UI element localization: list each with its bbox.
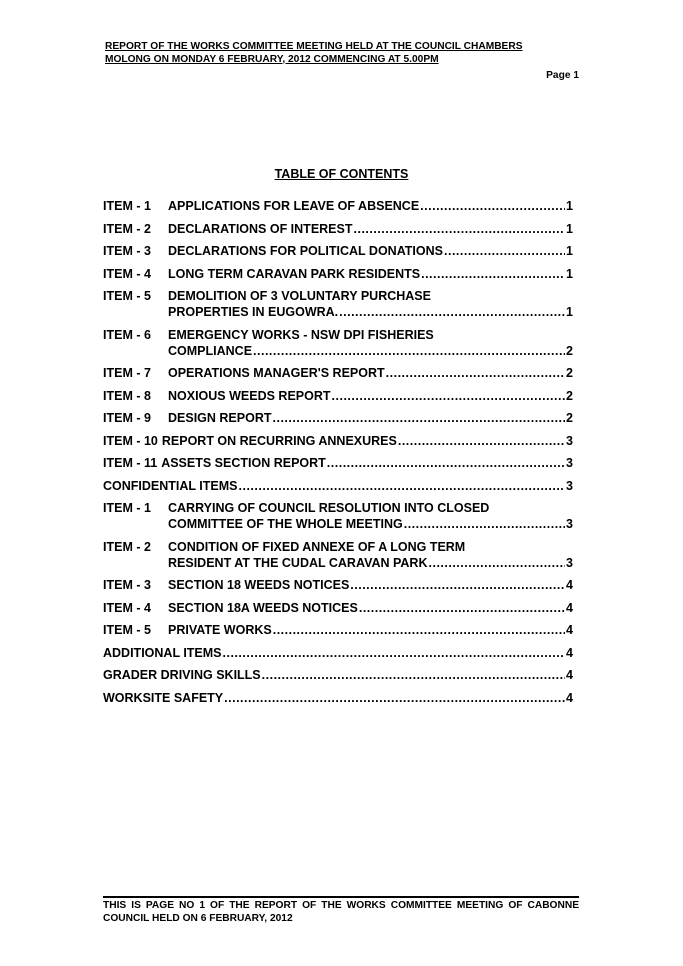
toc-entry-number: ITEM - 7: [103, 366, 151, 380]
toc-entry-title: NOXIOUS WEEDS REPORT: [168, 388, 331, 403]
toc-entry-number: ITEM - 5: [103, 289, 151, 303]
toc-entry-page: 4: [566, 690, 573, 705]
toc-entry: [103, 365, 573, 381]
toc-entry: [103, 478, 573, 494]
toc-entry-page: 4: [566, 645, 573, 660]
toc-entry-title: GRADER DRIVING SKILLS: [103, 668, 261, 682]
toc-entry-title: CONFIDENTIAL ITEMS: [103, 478, 238, 493]
toc-entry: [103, 221, 573, 237]
toc-entry-number: ITEM - 9: [103, 411, 151, 425]
dot-leader: [421, 266, 565, 282]
toc-entry-title: OPERATIONS MANAGER'S REPORT: [168, 366, 385, 380]
toc-entry-title: CONDITION OF FIXED ANNEXE OF A LONG TERM: [168, 539, 466, 554]
toc-entry-title-continued: COMPLIANCE: [168, 343, 253, 358]
toc-entry-title: DESIGN REPORT: [168, 411, 272, 425]
dot-leader: [223, 645, 566, 661]
toc-entry-title: DECLARATIONS FOR POLITICAL DONATIONS: [168, 244, 443, 258]
dot-leader: [404, 516, 565, 532]
toc-entry-title: SECTION 18A WEEDS NOTICES: [168, 600, 358, 615]
dot-leader: [273, 622, 565, 638]
toc-entry: [103, 645, 573, 661]
toc-entry-page: 1: [566, 305, 573, 319]
toc-entry-page: 3: [566, 433, 573, 448]
toc-entry-title: WORKSITE SAFETY: [103, 690, 224, 705]
toc-entry-title: DECLARATIONS OF INTEREST: [168, 221, 353, 236]
toc-entry-number: ITEM - 1: [103, 199, 151, 213]
toc-entry: [103, 266, 573, 282]
toc-entry: [103, 667, 573, 683]
toc-entry-page: 1: [566, 221, 573, 236]
toc-title: TABLE OF CONTENTS: [274, 167, 409, 181]
dot-leader: [420, 198, 565, 214]
toc-entry-number: ITEM - 3: [103, 244, 151, 258]
toc-entry-title: CARRYING OF COUNCIL RESOLUTION INTO CLOSED: [168, 501, 490, 515]
toc-entry: [103, 600, 573, 616]
toc-entry-page: 2: [566, 388, 573, 403]
toc-entry-page: 3: [566, 478, 573, 493]
dot-leader: [386, 365, 565, 381]
toc-entry: [103, 243, 573, 259]
toc-entry: [103, 622, 573, 638]
dot-leader: [354, 221, 566, 237]
toc-entry: [103, 539, 573, 571]
toc-entry-number: ITEM - 4: [103, 266, 151, 281]
header-line-1: REPORT OF THE WORKS COMMITTEE MEETING HELD AT THE COUNCIL CHAMBERS: [105, 41, 523, 52]
toc-entry-title: DEMOLITION OF 3 VOLUNTARY PURCHASE: [168, 289, 431, 303]
table-of-contents: [103, 198, 573, 712]
toc-entry-number: ITEM - 1: [103, 501, 151, 515]
toc-entry-title: REPORT ON RECURRING ANNEXURES: [161, 433, 397, 448]
toc-entry-title: APPLICATIONS FOR LEAVE OF ABSENCE: [168, 199, 420, 213]
dot-leader: [273, 410, 566, 426]
toc-entry-number: ITEM - 2: [103, 539, 151, 554]
toc-entry: [103, 433, 573, 449]
dot-leader: [444, 243, 565, 259]
toc-entry: [103, 327, 573, 359]
toc-entry-number: ITEM - 11: [103, 456, 158, 470]
toc-entry-page: 2: [566, 343, 573, 358]
toc-entry: [103, 500, 573, 532]
toc-entry: [103, 410, 573, 426]
dot-leader: [339, 304, 565, 320]
dot-leader: [253, 343, 565, 359]
header-line-2: MOLONG ON MONDAY 6 FEBRUARY, 2012 COMMENCING AT 5.00PM: [105, 53, 439, 65]
dot-leader: [359, 600, 565, 616]
toc-entry-number: ITEM - 10: [103, 433, 158, 448]
toc-entry-number: ITEM - 8: [103, 388, 151, 403]
toc-entry: [103, 388, 573, 404]
toc-entry-page: 2: [566, 411, 573, 425]
page-footer: THIS IS PAGE NO 1 OF THE REPORT OF THE WORKS COMMITTEE MEETING OF CABONNE COUNCIL HELD ON 6 FEBRUARY, 2012: [103, 900, 579, 924]
dot-leader: [224, 690, 565, 706]
toc-entry-page: 4: [566, 600, 573, 615]
toc-entry: [103, 690, 573, 706]
dot-leader: [327, 455, 565, 471]
toc-entry-number: ITEM - 2: [103, 221, 151, 236]
footer-divider: [103, 896, 579, 898]
toc-entry-title-continued: COMMITTEE OF THE WHOLE MEETING: [168, 517, 403, 531]
toc-entry-page: 3: [566, 517, 573, 531]
toc-entry-title: ADDITIONAL ITEMS: [103, 645, 222, 660]
dot-leader: [239, 478, 566, 494]
dot-leader: [350, 577, 565, 593]
toc-entry-page: 4: [566, 668, 573, 682]
toc-entry-page: 1: [566, 199, 573, 213]
toc-entry-title: EMERGENCY WORKS - NSW DPI FISHERIES: [168, 327, 434, 342]
toc-entry: [103, 288, 573, 320]
toc-entry-title: PRIVATE WORKS: [168, 623, 272, 637]
page-number-label: Page 1: [546, 70, 579, 81]
toc-entry-page: 1: [566, 266, 573, 281]
dot-leader: [398, 433, 565, 449]
toc-entry-title-continued: RESIDENT AT THE CUDAL CARAVAN PARK: [168, 555, 428, 570]
toc-entry-page: 2: [566, 366, 573, 380]
toc-entry-number: ITEM - 5: [103, 623, 151, 637]
toc-entry-title-continued: PROPERTIES IN EUGOWRA.: [168, 305, 339, 319]
toc-entry: [103, 455, 573, 471]
toc-entry-number: ITEM - 4: [103, 600, 151, 615]
toc-entry-page: 1: [566, 244, 573, 258]
toc-entry-title: LONG TERM CARAVAN PARK RESIDENTS: [168, 266, 421, 281]
toc-entry-page: 4: [566, 623, 573, 637]
page-header: [105, 41, 579, 83]
dot-leader: [332, 388, 566, 404]
toc-entry-number: ITEM - 3: [103, 578, 151, 592]
dot-leader: [262, 667, 565, 683]
dot-leader: [429, 555, 566, 571]
toc-entry-page: 4: [566, 578, 573, 592]
toc-entry-page: 3: [566, 555, 573, 570]
toc-entry: [103, 198, 573, 214]
toc-entry-page: 3: [566, 456, 573, 470]
toc-entry-title: SECTION 18 WEEDS NOTICES: [168, 578, 350, 592]
toc-entry-title: ASSETS SECTION REPORT: [161, 456, 326, 470]
toc-entry-number: ITEM - 6: [103, 327, 151, 342]
toc-entry: [103, 577, 573, 593]
